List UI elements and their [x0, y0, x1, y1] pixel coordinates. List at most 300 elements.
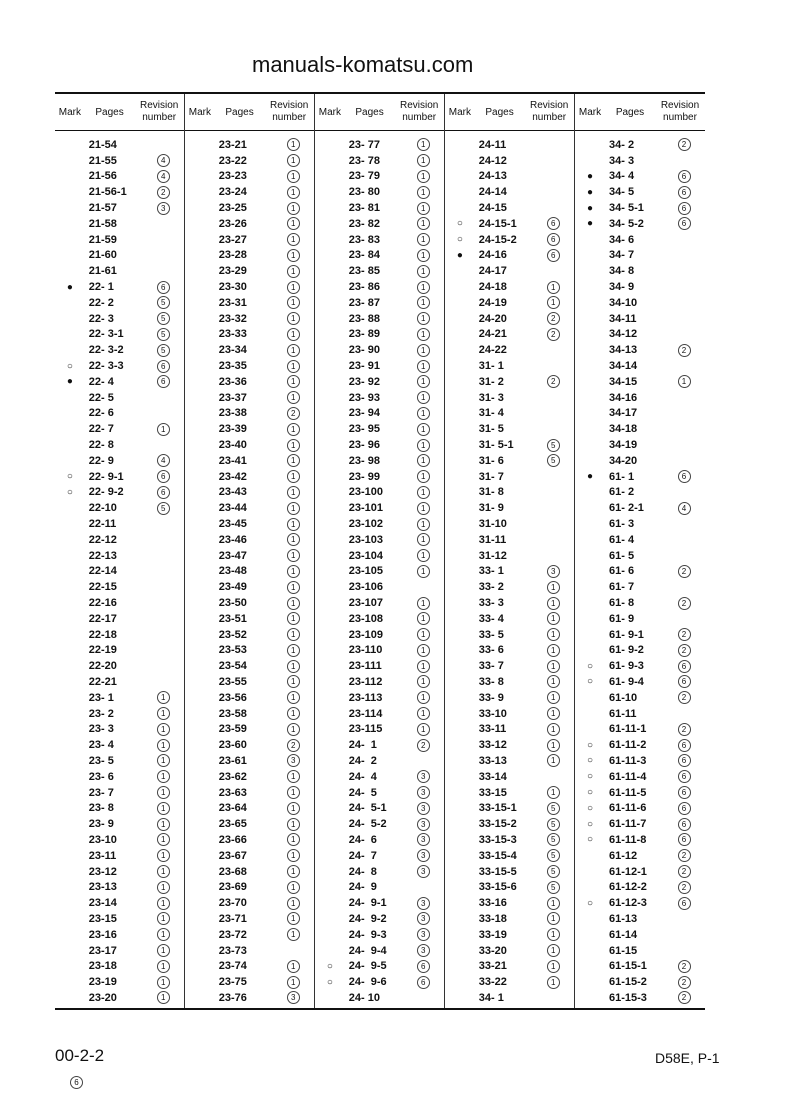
table-row: [55, 785, 184, 801]
revision-circle: 1: [417, 186, 430, 199]
revision-circle: 1: [287, 612, 300, 625]
revision-number: [142, 833, 184, 846]
revision-circle: 6: [547, 249, 560, 262]
revision-number: [272, 154, 314, 167]
mark: ○: [326, 976, 333, 988]
revision-number: [272, 533, 314, 546]
page-number: 23-61: [218, 754, 247, 767]
table-row: [445, 248, 574, 264]
page-number: 23-22: [218, 154, 247, 167]
page-number: 23-70: [218, 897, 247, 910]
page-number: 23-68: [218, 865, 247, 878]
header-pages: Pages: [225, 106, 254, 118]
revision-circle: 5: [547, 439, 560, 452]
revision-number: [532, 944, 574, 957]
page-number: 22-15: [88, 581, 117, 594]
revision-circle: 6: [678, 770, 691, 783]
revision-circle: 2: [678, 881, 691, 894]
table-row: [575, 658, 705, 674]
revision-number: [272, 518, 314, 531]
page-number: 22- 5: [88, 391, 114, 404]
page-number: 31- 5: [478, 423, 504, 436]
page-number: 21-54: [88, 138, 117, 151]
revision-circle: 5: [157, 328, 170, 341]
page-number: 23-19: [88, 976, 117, 989]
table-row: [445, 500, 574, 516]
header-mark: Mark: [448, 106, 471, 118]
table-row: [315, 532, 444, 548]
revision-circle: 1: [287, 375, 300, 388]
table-row: [575, 674, 705, 690]
revision-number: [532, 723, 574, 736]
page-number: 23-12: [88, 865, 117, 878]
table-row: [575, 169, 705, 185]
revision-circle: 1: [287, 960, 300, 973]
table-row: [185, 611, 314, 627]
revision-number: [402, 644, 444, 657]
page-number: 23- 6: [88, 770, 114, 783]
revision-circle: 1: [547, 644, 560, 657]
page-number: 23-52: [218, 628, 247, 641]
revision-number: [272, 439, 314, 452]
revision-number: [532, 802, 574, 815]
table-row: [575, 579, 705, 595]
page-number: 23- 99: [348, 470, 380, 483]
page-number: 23-56: [218, 691, 247, 704]
page-number: 31- 8: [478, 486, 504, 499]
revision-number: [532, 754, 574, 767]
page-number: 23-50: [218, 597, 247, 609]
revision-circle: 1: [417, 518, 430, 531]
revision-circle: 3: [417, 897, 430, 910]
revision-number: [402, 518, 444, 531]
revision-number: [272, 328, 314, 341]
mark: ○: [586, 897, 594, 909]
revision-circle: 1: [547, 912, 560, 925]
revision-number: [272, 612, 314, 625]
table-row: [185, 406, 314, 422]
revision-number: [532, 739, 574, 752]
page-number: 23- 96: [348, 439, 380, 452]
revision-number: [663, 976, 705, 989]
revision-number: [532, 691, 574, 704]
page-number: 23-21: [218, 138, 247, 151]
table-row: [185, 516, 314, 532]
table-row: [445, 832, 574, 848]
table-row: [185, 816, 314, 832]
page-number: 23-102: [348, 518, 384, 531]
page-number: 23- 2: [88, 707, 114, 720]
revision-number: [142, 944, 184, 957]
table-row: [185, 169, 314, 185]
page-number: 23- 95: [348, 423, 380, 436]
page-number: 23- 9: [88, 818, 114, 831]
page-number: 33-21: [478, 960, 507, 973]
table-row: [445, 374, 574, 390]
table-row: [445, 848, 574, 864]
table-row: [575, 643, 705, 659]
page-number: 34-12: [609, 328, 638, 341]
table-row: [55, 895, 184, 911]
page-number: 24- 6: [348, 833, 377, 846]
page-number: 24-19: [478, 296, 507, 309]
page-number: 22-13: [88, 549, 117, 562]
revision-number: [142, 360, 184, 373]
revision-circle: 3: [417, 912, 430, 925]
revision-number: [272, 849, 314, 862]
revision-number: [402, 344, 444, 357]
revision-circle: 3: [417, 818, 430, 831]
revision-circle: 1: [547, 707, 560, 720]
page-number: 23-106: [348, 581, 384, 594]
revision-circle: 2: [678, 960, 691, 973]
revision-number: [402, 312, 444, 325]
page-number: 23-40: [218, 439, 247, 452]
revision-number: [272, 486, 314, 499]
table-column: [315, 94, 445, 1008]
table-row: [55, 137, 184, 153]
table-row: [315, 737, 444, 753]
revision-circle: 3: [157, 202, 170, 215]
revision-circle: 6: [678, 802, 691, 815]
revision-number: [272, 739, 314, 752]
page-number: 61- 9-3: [609, 660, 644, 673]
revision-number: [663, 818, 705, 831]
mark: ○: [66, 486, 73, 498]
header-pages: Pages: [95, 106, 124, 118]
revision-number: [142, 818, 184, 831]
revision-number: [272, 802, 314, 815]
table-row: [315, 674, 444, 690]
table-row: [55, 816, 184, 832]
table-row: [575, 279, 705, 295]
page-number: 24- 9-1: [348, 897, 387, 910]
table-column: [55, 94, 185, 1008]
revision-number: [142, 186, 184, 199]
page-number: 23- 90: [348, 344, 380, 357]
revision-circle: 1: [287, 328, 300, 341]
revision-circle: 2: [678, 138, 691, 151]
revision-number: [532, 928, 574, 941]
page-number: 23-53: [218, 644, 247, 657]
table-row: [315, 658, 444, 674]
table-row: [315, 579, 444, 595]
revision-circle: 2: [678, 991, 691, 1004]
revision-circle: 1: [287, 533, 300, 546]
table-row: [185, 374, 314, 390]
table-row: [315, 216, 444, 232]
revision-number: [663, 375, 705, 388]
page-number: 34-10: [609, 296, 638, 309]
table-row: [445, 342, 574, 358]
revision-number: [272, 186, 314, 199]
mark: ○: [66, 360, 73, 372]
table-row: [445, 958, 574, 974]
revision-number: [402, 612, 444, 625]
table-row: [55, 627, 184, 643]
revision-number: [402, 976, 444, 989]
table-row: [315, 421, 444, 437]
revision-circle: 1: [417, 486, 430, 499]
table-row: [315, 406, 444, 422]
table-row: [445, 753, 574, 769]
page-number: 24-21: [478, 328, 507, 341]
page-number: 23-103: [348, 533, 384, 546]
revision-number: [142, 486, 184, 499]
page-number: 22- 3: [88, 312, 114, 325]
revision-circle: 1: [287, 486, 300, 499]
revision-circle: 1: [287, 802, 300, 815]
revision-number: [402, 802, 444, 815]
page-number: 23-25: [218, 202, 247, 215]
header-mark: Mark: [188, 106, 211, 118]
revision-number: [402, 360, 444, 373]
page-number: 23-60: [218, 739, 247, 752]
page-number: 22- 3-2: [88, 344, 124, 357]
page-number: 33-15-6: [478, 881, 517, 894]
table-row: [575, 532, 705, 548]
table-row: [575, 137, 705, 153]
table-row: [55, 184, 184, 200]
page-number: 61-15-1: [609, 960, 647, 973]
page-number: 34-16: [609, 391, 638, 404]
page-number: 23-27: [218, 233, 247, 246]
mark: ○: [586, 755, 594, 767]
page-number: 34- 9: [609, 281, 635, 294]
revision-circle: 1: [417, 312, 430, 325]
revision-circle: 1: [417, 170, 430, 183]
table-row: [55, 879, 184, 895]
mark: ○: [586, 802, 594, 814]
page-number: 23- 1: [88, 691, 114, 704]
revision-circle: 1: [417, 549, 430, 562]
revision-number: [402, 502, 444, 515]
revision-number: [663, 470, 705, 483]
revision-number: [532, 786, 574, 799]
page-number: 61- 4: [609, 533, 635, 546]
revision-circle: 6: [678, 202, 691, 215]
revision-circle: 1: [417, 265, 430, 278]
table-row: [575, 848, 705, 864]
revision-number: [272, 265, 314, 278]
page-number: 23-41: [218, 454, 247, 467]
revision-circle: 5: [157, 296, 170, 309]
revision-number: [142, 312, 184, 325]
revision-circle: 1: [417, 454, 430, 467]
table-row: [55, 548, 184, 564]
revision-number: [663, 833, 705, 846]
revision-circle: 1: [287, 312, 300, 325]
revision-circle: 5: [157, 502, 170, 515]
page-number: 24- 9-6: [348, 976, 387, 989]
page-number: 23-111: [348, 660, 382, 673]
revision-circle: 1: [157, 754, 170, 767]
revision-number: [142, 897, 184, 910]
revision-circle: 1: [287, 849, 300, 862]
revision-number: [402, 486, 444, 499]
header-revision: Revision number: [140, 100, 179, 123]
revision-number: [272, 912, 314, 925]
page-number: 23-16: [88, 928, 117, 941]
table-row: [185, 706, 314, 722]
table-row: [55, 263, 184, 279]
page-number: 23-10: [88, 833, 117, 846]
page-number: 23-14: [88, 897, 117, 910]
revision-number: [663, 786, 705, 799]
revision-number: [663, 675, 705, 688]
table-row: [445, 721, 574, 737]
revision-number: [272, 754, 314, 767]
table-row: [185, 184, 314, 200]
page-number: 23-69: [218, 881, 247, 894]
page-number: 24- 4: [348, 770, 377, 783]
revision-number: [402, 328, 444, 341]
page-number: 61- 9-4: [609, 675, 644, 688]
table-row: [55, 927, 184, 943]
table-row: [55, 327, 184, 343]
revision-number: [663, 565, 705, 578]
table-row: [575, 311, 705, 327]
table-row: [55, 232, 184, 248]
table-row: [575, 453, 705, 469]
page-number: 61- 5: [609, 549, 635, 562]
revision-number: [663, 186, 705, 199]
page-number: 23-54: [218, 660, 247, 673]
mark: ○: [66, 471, 73, 483]
revision-number: [663, 202, 705, 215]
revision-number: [402, 912, 444, 925]
page-number: 22-10: [88, 502, 117, 515]
revision-circle: 6: [678, 186, 691, 199]
table-row: [185, 263, 314, 279]
table-row: [55, 769, 184, 785]
revision-number: [272, 581, 314, 594]
revision-number: [532, 833, 574, 846]
revision-circle: 6: [678, 739, 691, 752]
table-row: [575, 421, 705, 437]
page-number: 23-105: [348, 565, 384, 578]
revision-number: [532, 312, 574, 325]
revision-circle: 3: [547, 565, 560, 578]
table-row: [315, 200, 444, 216]
page-number: 22-12: [88, 533, 117, 546]
page-number: 23- 78: [348, 154, 380, 167]
page-number: 22- 9-2: [88, 486, 124, 499]
revision-number: [532, 281, 574, 294]
revision-number: [272, 723, 314, 736]
revision-number: [272, 770, 314, 783]
table-row: [185, 200, 314, 216]
revision-number: [272, 391, 314, 404]
column-header: [315, 94, 444, 131]
revision-circle: 1: [547, 597, 560, 610]
revision-circle: 1: [417, 612, 430, 625]
revision-circle: 1: [417, 360, 430, 373]
table-row: [315, 816, 444, 832]
table-row: [55, 848, 184, 864]
table-row: [575, 327, 705, 343]
table-row: [315, 437, 444, 453]
page-number: 23-59: [218, 723, 247, 736]
revision-circle: 6: [157, 281, 170, 294]
table-row: [55, 437, 184, 453]
revision-number: [402, 723, 444, 736]
table-row: [55, 943, 184, 959]
page-number: 23-11: [88, 849, 117, 862]
revision-number: [272, 296, 314, 309]
revision-number: [272, 660, 314, 673]
revision-circle: 5: [547, 881, 560, 894]
revision-circle: 1: [547, 897, 560, 910]
revision-circle: 1: [157, 739, 170, 752]
revision-number: [532, 976, 574, 989]
revision-circle: 1: [547, 612, 560, 625]
page-code: 00-2-2: [55, 1046, 105, 1065]
revision-number: [402, 217, 444, 230]
revision-circle: 6: [678, 217, 691, 230]
revision-number: [532, 865, 574, 878]
page-number: 22- 6: [88, 407, 114, 420]
table-row: [315, 279, 444, 295]
page-number: 23- 86: [348, 281, 380, 294]
table-row: [55, 864, 184, 880]
table-row: [575, 785, 705, 801]
page-number: 22-17: [88, 612, 117, 625]
revision-number: [663, 723, 705, 736]
revision-number: [663, 660, 705, 673]
revision-circle: 1: [157, 849, 170, 862]
revision-number: [532, 581, 574, 594]
revision-circle: 1: [287, 628, 300, 641]
revision-circle: 6: [417, 960, 430, 973]
revision-number: [142, 296, 184, 309]
revision-circle: 1: [287, 723, 300, 736]
table-row: [575, 500, 705, 516]
page-number: 23-18: [88, 960, 117, 973]
revision-circle: 1: [417, 565, 430, 578]
revision-number: [272, 233, 314, 246]
table-row: [315, 263, 444, 279]
page-number: 31- 9: [478, 502, 504, 515]
footer-revision-number: 6: [70, 1076, 83, 1089]
table-column: [185, 94, 315, 1008]
table-row: [185, 800, 314, 816]
page-number: 23-43: [218, 486, 247, 499]
page-number: 33-15-1: [478, 802, 517, 815]
page-number: 34-15: [609, 375, 638, 388]
table-row: [185, 643, 314, 659]
revision-circle: 3: [417, 786, 430, 799]
revision-number: [532, 897, 574, 910]
revision-circle: 3: [417, 770, 430, 783]
revision-circle: 1: [417, 470, 430, 483]
page-number: 24-15-1: [478, 217, 517, 230]
revision-circle: 1: [417, 407, 430, 420]
revision-number: [142, 849, 184, 862]
page-number: 23-73: [218, 944, 247, 957]
page-number: 23-45: [218, 518, 247, 531]
page-number: 23-113: [348, 691, 383, 704]
revision-circle: 6: [417, 976, 430, 989]
mark: ●: [66, 281, 73, 293]
revision-circle: 1: [157, 786, 170, 799]
revision-circle: 2: [678, 344, 691, 357]
revision-circle: 1: [287, 549, 300, 562]
page-number: 23-39: [218, 423, 247, 436]
page-number: 22-21: [88, 675, 117, 688]
revision-number: [272, 865, 314, 878]
revision-circle: 4: [157, 454, 170, 467]
